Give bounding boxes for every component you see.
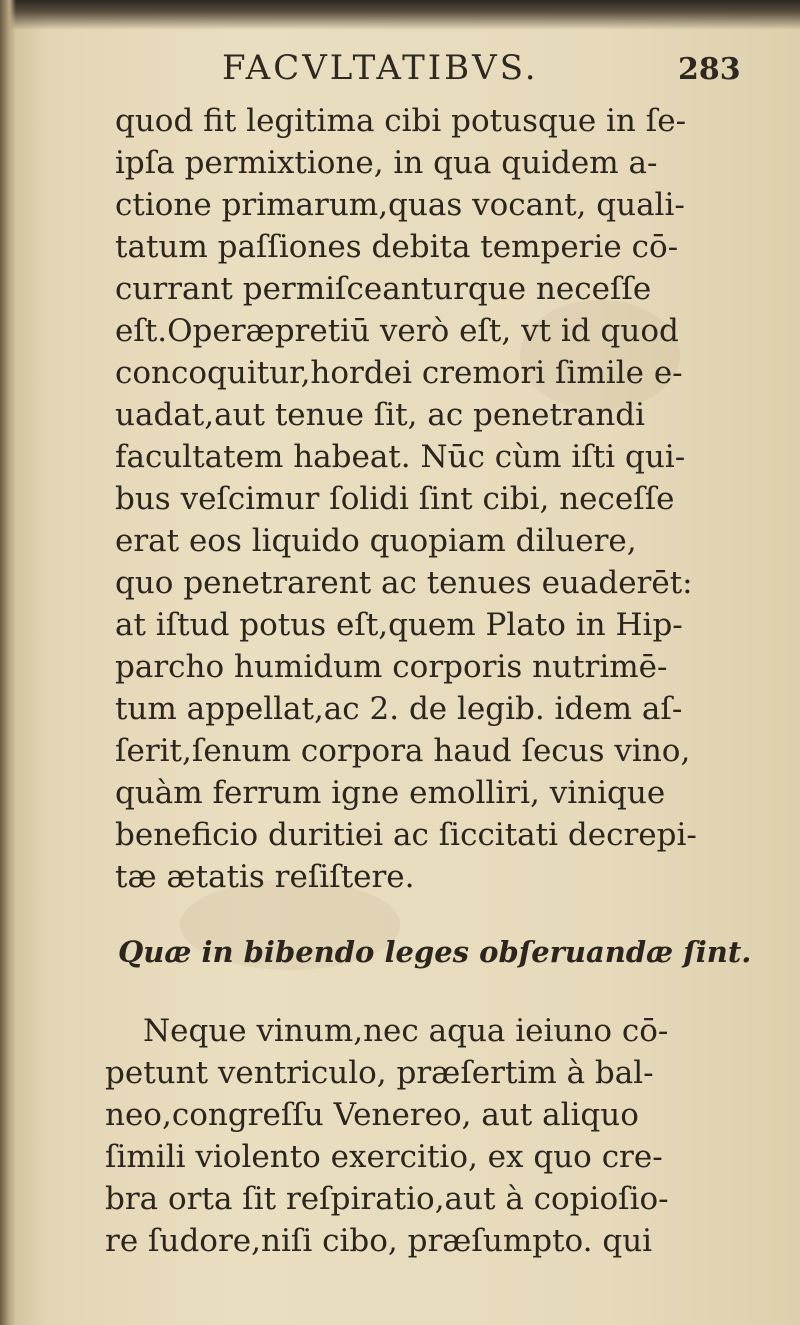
text-line: concoquitur,hordei cremori ſimile e- [115,355,683,391]
text-line: petunt ventriculo, præſertim à bal- [105,1055,654,1091]
page-header [0,48,800,98]
text-line: ctione primarum,quas vocant, quali- [115,187,685,223]
text-line: at iſtud potus eſt,quem Plato in Hip- [115,607,683,643]
text-line: erat eos liquido quopiam diluere, [115,523,637,559]
running-head: FACVLTATIBVS. [222,48,539,88]
page-number: 283 [678,52,741,87]
text-line: bra orta ſit reſpiratio,aut à copioſio- [105,1181,669,1217]
binding-shadow [0,0,800,30]
text-line: beneficio duritiei ac ſiccitati decrepi- [115,817,697,853]
text-line: parcho humidum corporis nutrimē- [115,649,668,685]
text-line: currant permiſceanturque neceſſe [115,271,652,307]
text-line: bus veſcimur ſolidi ſint cibi, neceſſe [115,481,675,517]
text-line: Neque vinum,nec aqua ieiuno cō- [143,1013,669,1049]
text-line: ipſa permixtione, in qua quidem a- [115,145,658,181]
text-line: tæ ætatis reſiſtere. [115,859,415,895]
paragraph-1 [115,100,755,898]
text-line: quod fit legitima cibi potusque in ſe- [115,103,687,139]
text-line: re ſudore,niſi cibo, præſumpto. qui [105,1223,653,1259]
paragraph-2 [105,1010,765,1262]
text-line: ſimili violento exercitio, ex quo cre- [105,1139,663,1175]
text-line: neo,congreſſu Venereo, aut aliquo [105,1097,639,1133]
text-line: quo penetrarent ac tenues euaderēt: [115,565,693,601]
text-line: facultatem habeat. Nūc cùm iſti qui- [115,439,686,475]
text-line: eſt.Operæpretiū verò eſt, vt id quod [115,313,679,349]
text-line: tum appellat,ac 2. de legib. idem aſ- [115,691,683,727]
text-line: uadat,aut tenue ſit, ac penetrandi [115,397,646,433]
text-line: tatum paſſiones debita temperie cō- [115,229,679,265]
page-edge [0,0,16,1325]
text-line: ſerit,ſenum corpora haud ſecus vino, [115,733,691,769]
section-heading: Quæ in bibendo leges obſeruandæ ſint. [118,935,752,969]
text-line: quàm ferrum igne emolliri, vinique [115,775,666,811]
